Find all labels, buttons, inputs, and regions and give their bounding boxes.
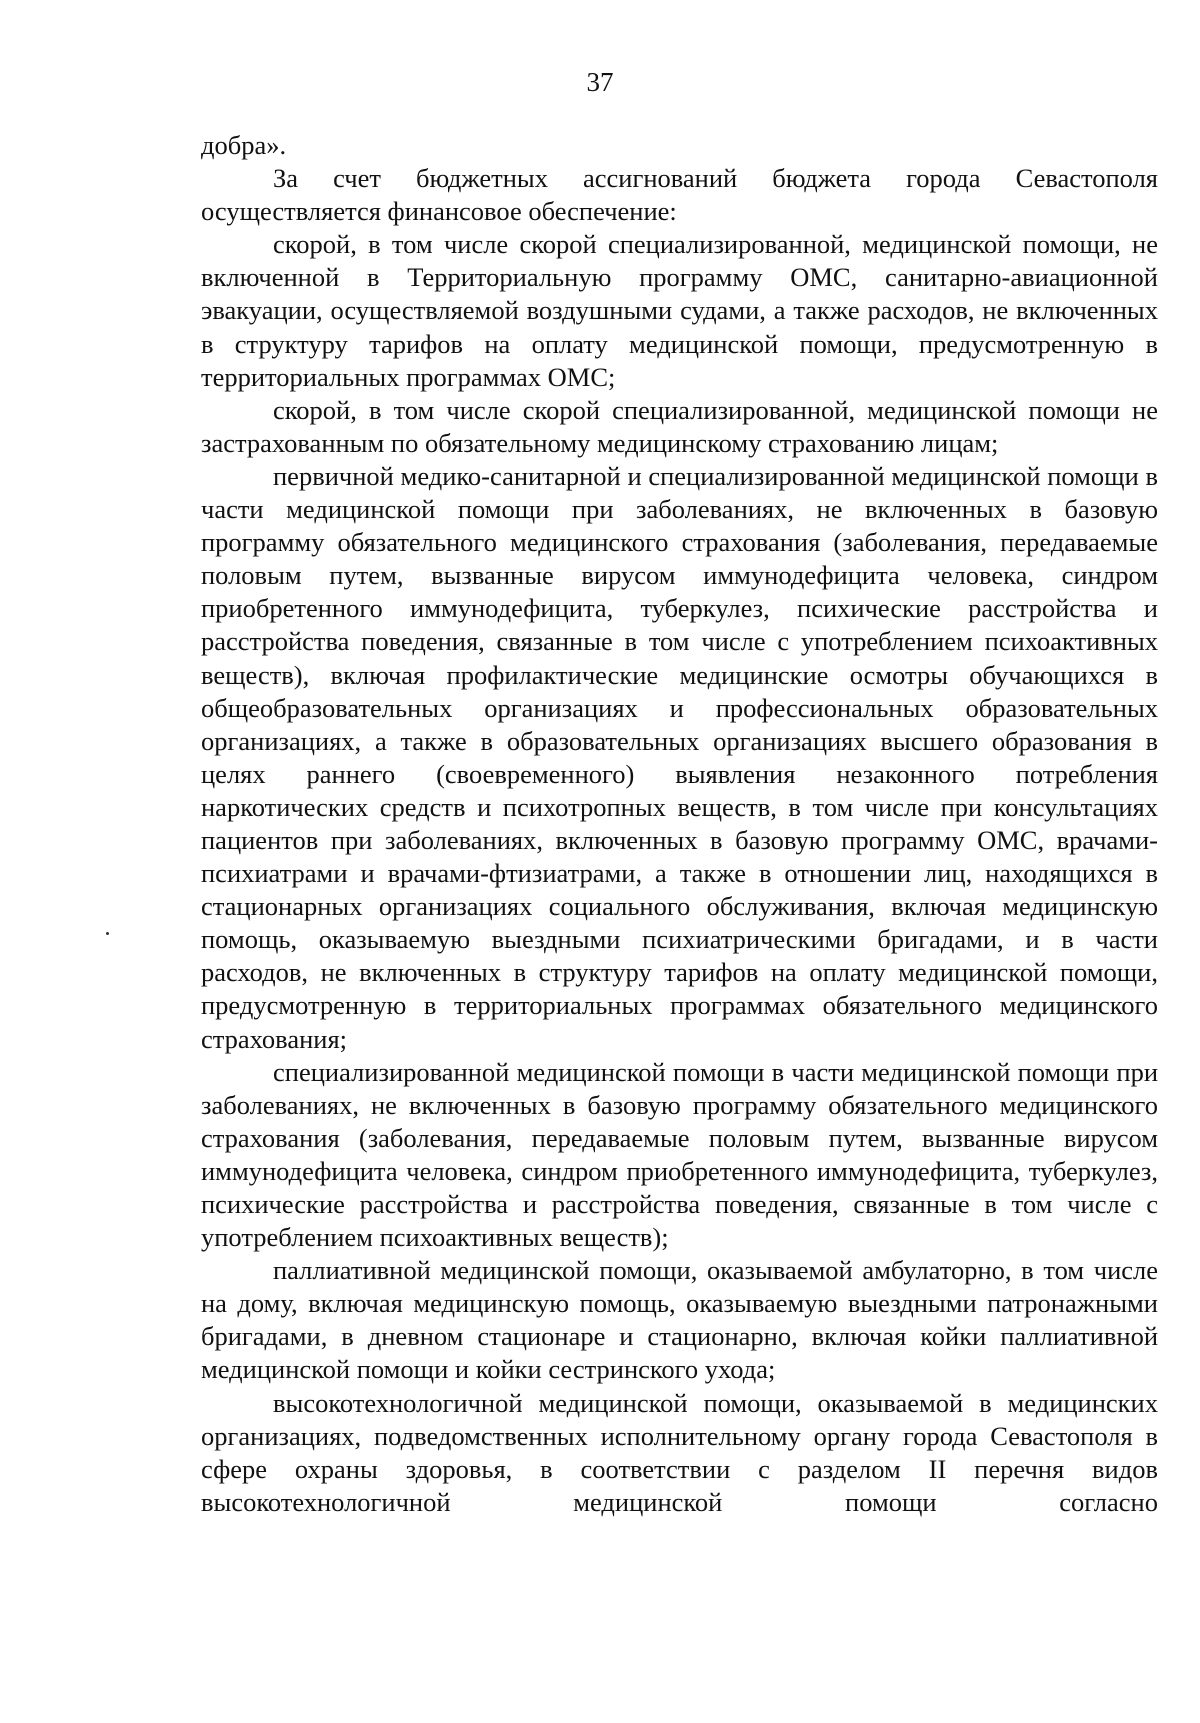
page-number: 37 xyxy=(586,67,614,97)
paragraph-primary-care: первичной медико-санитарной и специализированной медицинской помощи в части медицинской помощи при заболеваниях, не включенных в базовую программу обязательного медицинского страхования (заболевания, передаваемые половым путем, вызванные вирусом иммунодефицита человека, синдром приобретенного иммунодефицита, туберкулез, психические расстройства и расстройства поведения, связанные в том числе с употреблением психоактивных веществ), включая профилактические медицинские осмотры обучающихся в общеобразовательных организациях и профессиональных образовательных организациях, а также в образовательных организациях высшего образования в целях раннего (своевременного) выявления незаконного потребления наркотических средств и психотропных веществ, в том числе при консультациях пациентов при заболеваниях, включенных в базовую программу ОМС, врачами-психиатрами и врачами-фтизиатрами, а также в отношении лиц, находящихся в стационарных организациях социального обслуживания, включая медицинскую помощь, оказываемую выездными психиатрическими бригадами, и в части расходов, не включенных в структуру тарифов на оплату медицинской помощи, предусмотренную в территориальных программах обязательного медицинского страхования; xyxy=(201,460,1158,1054)
paragraph-funding-intro: За счет бюджетных ассигнований бюджета города Севастополя осуществляется финансовое обеспечение: xyxy=(201,163,1158,227)
paragraph-continuation: добра». xyxy=(201,130,287,160)
scan-speck xyxy=(106,932,109,935)
paragraph-emergency-care: скорой, в том числе скорой специализированной, медицинской помощи, не включенной в Территориальную программу ОМС, санитарно-авиационной эвакуации, осуществляемой воздушными судами, а также расходов, не включенных в структуру тарифов на оплату медицинской помощи, предусмотренную в территориальных программах ОМС; xyxy=(201,229,1158,392)
document-body xyxy=(201,129,1158,1519)
paragraph-specialized-care: специализированной медицинской помощи в части медицинской помощи при заболеваниях, не включенных в базовую программу обязательного медицинского страхования (заболевания, передаваемые половым путем, вызванные вирусом иммунодефицита человека, синдром приобретенного иммунодефицита, туберкулез, психические расстройства и расстройства поведения, связанные в том числе с употреблением психоактивных веществ); xyxy=(201,1056,1158,1253)
paragraph-palliative-care: паллиативной медицинской помощи, оказываемой амбулаторно, в том числе на дому, включая медицинскую помощь, оказываемую выездными патронажными бригадами, в дневном стационаре и стационарно, включая койки паллиативной медицинской помощи и койки сестринского ухода; xyxy=(201,1255,1158,1385)
paragraph-uninsured-emergency-care: скорой, в том числе скорой специализированной, медицинской помощи не застрахованным по обязательному медицинскому страхованию лицам; xyxy=(201,394,1158,458)
paragraph-high-tech-care: высокотехнологичной медицинской помощи, оказываемой в медицинских организациях, подведомственных исполнительному органу города Севастополя в сфере охраны здоровья, в соответствии с разделом II перечня видов высокотехнологичной медицинской помощи согласно xyxy=(201,1387,1158,1517)
